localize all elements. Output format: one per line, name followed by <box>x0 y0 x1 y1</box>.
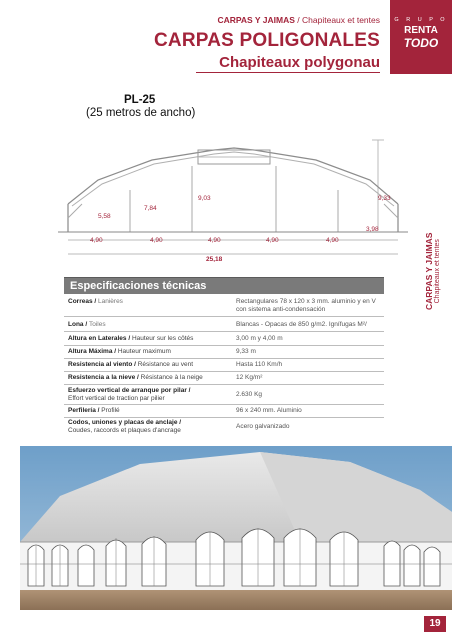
spec-label-fr: Toiles <box>88 321 106 328</box>
spec-label-fr: Profilé <box>101 407 120 414</box>
spec-label-fr: Hauteur maximum <box>117 348 171 355</box>
spec-value: 9,33 m <box>236 348 256 355</box>
spec-label-fr: Résistance au vent <box>137 361 194 368</box>
dim-upper: 7,84 <box>144 205 157 212</box>
spec-value: Hasta 110 Km/h <box>236 361 283 368</box>
model-code: PL-25 <box>124 94 156 106</box>
page-title-fr: Chapiteaux polygonau <box>219 54 380 71</box>
spec-label: Resistencia a la nieve <box>68 374 136 381</box>
tent-photo <box>20 446 452 610</box>
spec-value: 2.630 Kg <box>236 391 263 398</box>
page-title: CARPAS POLIGONALES <box>154 30 380 51</box>
dim-bay-4: 4,90 <box>266 237 279 244</box>
spec-label: Altura en Laterales <box>68 335 127 342</box>
side-label-main: CARPAS Y JAIMAS <box>424 232 434 310</box>
spec-divider <box>64 417 384 418</box>
spec-label: Lona <box>68 321 84 328</box>
spec-label-fr: Hauteur sur les côtés <box>131 335 194 342</box>
spec-label: Resistencia al viento <box>68 361 133 368</box>
specs-heading: Especificaciones técnicas <box>70 280 207 292</box>
side-label-sub: Chapiteaux et tentes <box>434 239 441 304</box>
spec-label-fr: Résistance à la neige <box>140 374 203 381</box>
spec-value: Acero galvanizado <box>236 423 290 430</box>
spec-divider <box>64 316 384 317</box>
spec-label: Codos, uniones y placas de anclaje <box>68 419 178 426</box>
spec-value: 96 x 240 mm. Aluminio <box>236 407 302 414</box>
spec-value: Rectangulares 78 x 120 x 3 mm. aluminio y en V con sistema anti-condensación <box>236 298 376 313</box>
dim-bay-3: 4,90 <box>208 237 221 244</box>
spec-label: Altura Máxima <box>68 348 113 355</box>
dim-bay-1: 4,90 <box>90 237 103 244</box>
dim-bay-2: 4,90 <box>150 237 163 244</box>
spec-value: 3,00 m y 4,00 m <box>236 335 283 342</box>
dim-total-width: 25,18 <box>206 256 223 263</box>
logo-todo: TODO <box>403 36 439 50</box>
section-subtitle-fr: Chapiteaux et tentes <box>302 15 380 25</box>
dim-lower: 5,58 <box>98 213 111 220</box>
dim-peak: 9,03 <box>198 195 211 202</box>
spec-label-fr: Coudes, raccords et plaques d'ancrage <box>68 427 181 434</box>
tent-elevation-diagram <box>58 130 418 270</box>
model-width: (25 metros de ancho) <box>86 107 196 119</box>
section-subtitle <box>217 15 380 25</box>
specs-heading-bar <box>64 277 384 294</box>
spec-value: 12 Kg/m² <box>236 374 263 381</box>
dim-height-total: 9,33 <box>378 195 391 202</box>
dim-bay-5: 4,90 <box>326 237 339 244</box>
spec-divider <box>64 371 384 372</box>
section-subtitle-es: CARPAS Y JAIMAS <box>217 15 295 25</box>
spec-value: Blancas - Opacas de 850 g/m2. Ignífugas M²/ <box>236 321 367 328</box>
logo-renta: RENTA <box>404 25 438 36</box>
spec-label: Esfuerzo vertical de arranque por pilar <box>68 387 187 394</box>
spec-divider <box>64 384 384 385</box>
page-number: 19 <box>424 616 446 632</box>
header-rule <box>196 72 380 73</box>
spec-label: Perfilería <box>68 407 96 414</box>
brand-logo <box>390 0 452 74</box>
spec-divider <box>64 358 384 359</box>
side-label <box>424 233 441 310</box>
spec-divider <box>64 331 384 332</box>
spec-divider <box>64 345 384 346</box>
spec-label-fr: Lanières <box>98 298 123 305</box>
spec-divider <box>64 404 384 405</box>
logo-grupo: G R U P O <box>394 17 448 23</box>
spec-label-fr: Effort vertical de traction par pilier <box>68 395 165 402</box>
spec-label: Correas <box>68 298 93 305</box>
section-subtitle-sep: / <box>294 15 303 25</box>
dim-side-height: 3,98 <box>366 226 379 233</box>
